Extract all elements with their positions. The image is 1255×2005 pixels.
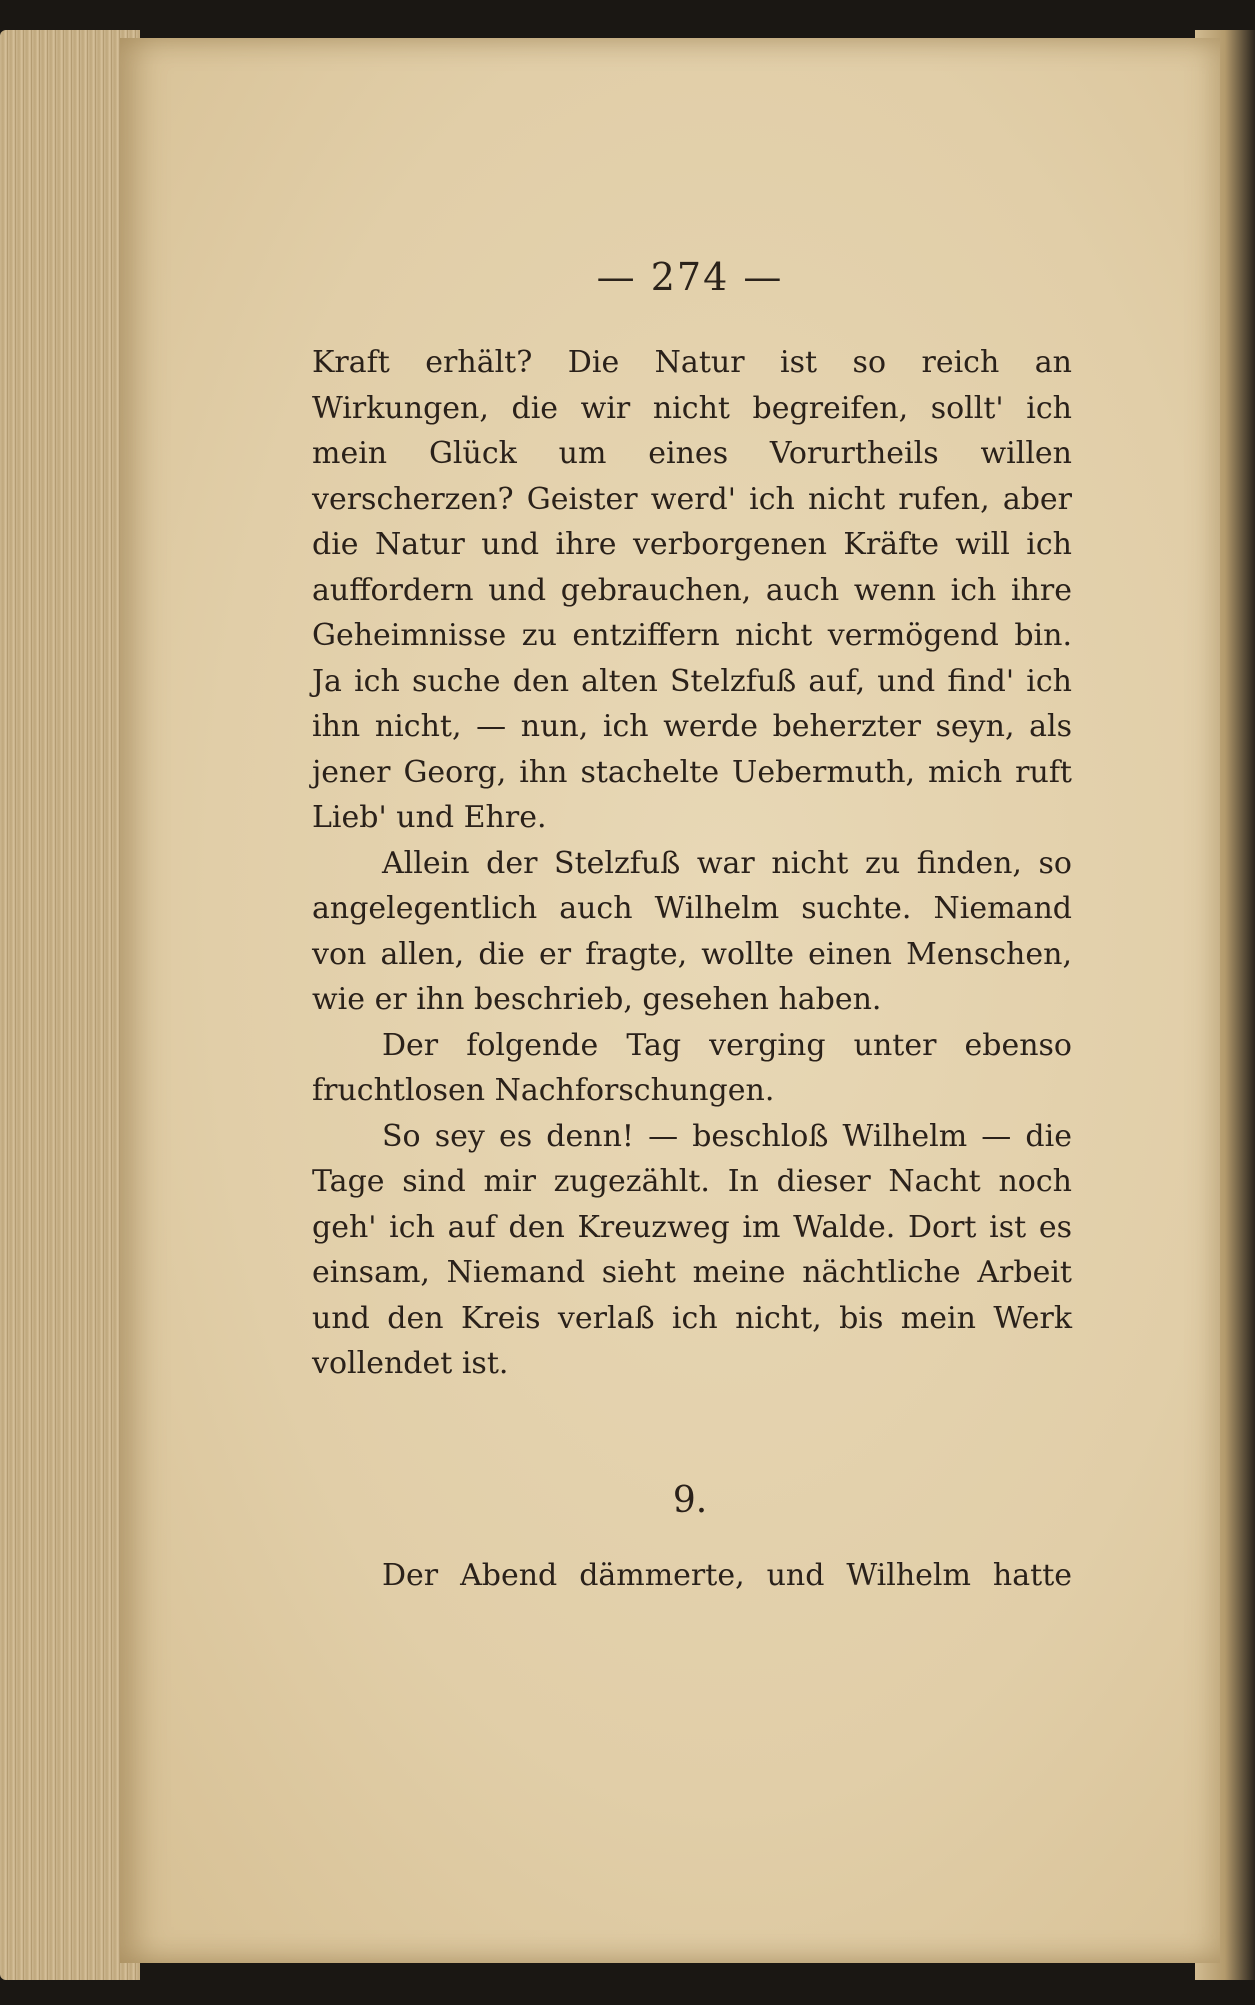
- paragraph-2: Allein der Stelzfuß war nicht zu finden, so angelegentlich auch Wilhelm suchte. Niemand von allen, die er fragte, wollte einen Menschen, wie er ihn beschrieb, gesehen haben.: [312, 845, 1072, 1017]
- page-edges: [0, 30, 140, 1980]
- paragraph-3: Der folgende Tag verging unter ebenso fruchtlosen Nachforschungen.: [312, 1027, 1072, 1108]
- paragraph-4: So sey es denn! — beschloß Wilhelm — die Tage sind mir zugezählt. In dieser Nacht noch geh' ich auf den Kreuzweg im Walde. Dort ist es einsam, Niemand sieht meine nächtliche Arbeit und den Kreis verlaß ich nicht, bis mein Werk vollendet ist.: [312, 1118, 1072, 1381]
- body-text: [312, 340, 1072, 1387]
- page-number: — 274 —: [596, 255, 784, 299]
- section-number: 9.: [672, 1480, 708, 1521]
- paragraph-1: Kraft erhält? Die Natur ist so reich an Wirkungen, die wir nicht begreifen, sollt' ich mein Glück um eines Vorurtheils willen verscherzen? Geister werd' ich nicht rufen, aber die Natur und ihre verborgenen Kräfte will ich auffordern und gebrauchen, auch wenn ich ihre Geheimnisse zu entziffern nicht vermögend bin. Ja ich suche den alten Stelzfuß auf, und find' ich ihn nicht, — nun, ich werde beherzter seyn, als jener Georg, ihn stachelte Uebermuth, mich ruft Lieb' und Ehre.: [312, 345, 1072, 835]
- catchword-line: Der Abend dämmerte, und Wilhelm hatte: [382, 1558, 1072, 1593]
